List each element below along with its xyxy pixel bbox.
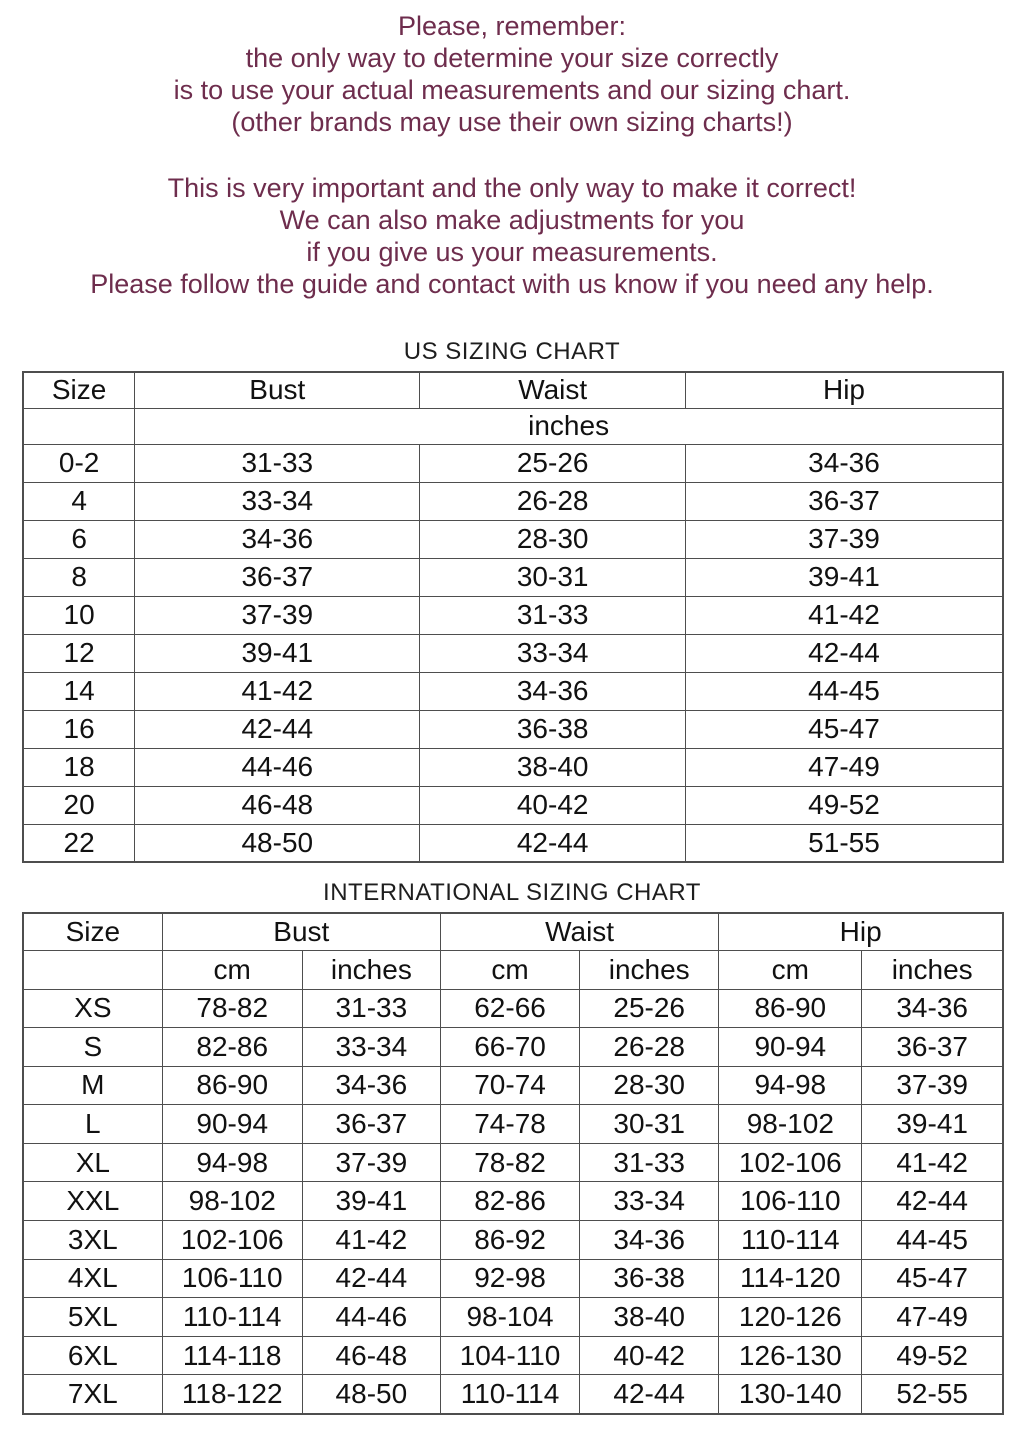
measurement-cell: 33-34 bbox=[135, 482, 420, 520]
column-header-size: Size bbox=[23, 913, 162, 950]
table-row bbox=[23, 672, 1003, 710]
measurement-cell: 36-38 bbox=[420, 710, 686, 748]
measurement-cell: 41-42 bbox=[862, 1143, 1003, 1182]
size-cell: L bbox=[23, 1105, 162, 1144]
unit-label: inches bbox=[135, 408, 1003, 444]
size-cell: XL bbox=[23, 1143, 162, 1182]
measurement-cell: 66-70 bbox=[440, 1028, 579, 1067]
international-header-row bbox=[23, 913, 1003, 950]
intro-line: This is very important and the only way to make it correct! bbox=[167, 173, 857, 203]
measurement-cell: 39-41 bbox=[862, 1105, 1003, 1144]
measurement-cell: 25-26 bbox=[580, 989, 719, 1028]
table-row bbox=[23, 1375, 1003, 1414]
measurement-cell: 44-46 bbox=[135, 748, 420, 786]
intro-text bbox=[0, 0, 1024, 300]
measurement-cell: 38-40 bbox=[580, 1298, 719, 1337]
measurement-cell: 26-28 bbox=[580, 1028, 719, 1067]
measurement-cell: 31-33 bbox=[302, 989, 440, 1028]
unit-label-cm: cm bbox=[719, 950, 862, 989]
measurement-cell: 126-130 bbox=[719, 1336, 862, 1375]
table-row bbox=[23, 1105, 1003, 1144]
measurement-cell: 130-140 bbox=[719, 1375, 862, 1414]
measurement-cell: 39-41 bbox=[302, 1182, 440, 1221]
measurement-cell: 110-114 bbox=[719, 1221, 862, 1260]
size-cell: 7XL bbox=[23, 1375, 162, 1414]
measurement-cell: 37-39 bbox=[135, 596, 420, 634]
measurement-cell: 62-66 bbox=[440, 989, 579, 1028]
table-row bbox=[23, 634, 1003, 672]
table-row bbox=[23, 989, 1003, 1028]
column-header-bust: Bust bbox=[162, 913, 440, 950]
measurement-cell: 51-55 bbox=[685, 824, 1003, 862]
measurement-cell: 74-78 bbox=[440, 1105, 579, 1144]
measurement-cell: 49-52 bbox=[685, 786, 1003, 824]
column-header-size: Size bbox=[23, 372, 135, 408]
measurement-cell: 39-41 bbox=[135, 634, 420, 672]
measurement-cell: 42-44 bbox=[580, 1375, 719, 1414]
measurement-cell: 106-110 bbox=[162, 1259, 302, 1298]
column-header-bust: Bust bbox=[135, 372, 420, 408]
measurement-cell: 40-42 bbox=[580, 1336, 719, 1375]
measurement-cell: 49-52 bbox=[862, 1336, 1003, 1375]
intro-paragraph-2 bbox=[0, 172, 1024, 300]
measurement-cell: 42-44 bbox=[135, 710, 420, 748]
size-cell: 3XL bbox=[23, 1221, 162, 1260]
us-chart-title: US SIZING CHART bbox=[403, 338, 621, 365]
table-row bbox=[23, 444, 1003, 482]
measurement-cell: 34-36 bbox=[135, 520, 420, 558]
measurement-cell: 40-42 bbox=[420, 786, 686, 824]
measurement-cell: 34-36 bbox=[685, 444, 1003, 482]
table-row bbox=[23, 1259, 1003, 1298]
measurement-cell: 36-37 bbox=[862, 1028, 1003, 1067]
table-row bbox=[23, 824, 1003, 862]
table-row bbox=[23, 748, 1003, 786]
measurement-cell: 114-120 bbox=[719, 1259, 862, 1298]
measurement-cell: 82-86 bbox=[162, 1028, 302, 1067]
measurement-cell: 42-44 bbox=[685, 634, 1003, 672]
size-cell: 8 bbox=[23, 558, 135, 596]
measurement-cell: 98-102 bbox=[719, 1105, 862, 1144]
intro-line: is to use your actual measurements and our sizing chart. bbox=[173, 75, 851, 105]
international-sizing-table bbox=[22, 912, 1004, 1415]
table-row bbox=[23, 1182, 1003, 1221]
us-header-row bbox=[23, 372, 1003, 408]
measurement-cell: 70-74 bbox=[440, 1066, 579, 1105]
measurement-cell: 31-33 bbox=[420, 596, 686, 634]
measurement-cell: 44-46 bbox=[302, 1298, 440, 1337]
measurement-cell: 48-50 bbox=[302, 1375, 440, 1414]
size-cell: 10 bbox=[23, 596, 135, 634]
table-row bbox=[23, 1028, 1003, 1067]
measurement-cell: 28-30 bbox=[420, 520, 686, 558]
table-row bbox=[23, 710, 1003, 748]
column-header-hip: Hip bbox=[685, 372, 1003, 408]
measurement-cell: 33-34 bbox=[302, 1028, 440, 1067]
measurement-cell: 37-39 bbox=[685, 520, 1003, 558]
intro-line: (other brands may use their own sizing charts!) bbox=[231, 107, 793, 137]
measurement-cell: 102-106 bbox=[719, 1143, 862, 1182]
measurement-cell: 33-34 bbox=[420, 634, 686, 672]
measurement-cell: 34-36 bbox=[302, 1066, 440, 1105]
measurement-cell: 120-126 bbox=[719, 1298, 862, 1337]
size-cell: XXL bbox=[23, 1182, 162, 1221]
measurement-cell: 78-82 bbox=[162, 989, 302, 1028]
table-row bbox=[23, 1336, 1003, 1375]
measurement-cell: 104-110 bbox=[440, 1336, 579, 1375]
measurement-cell: 45-47 bbox=[862, 1259, 1003, 1298]
unit-label-cm: cm bbox=[440, 950, 579, 989]
table-row bbox=[23, 558, 1003, 596]
measurement-cell: 90-94 bbox=[162, 1105, 302, 1144]
measurement-cell: 36-37 bbox=[135, 558, 420, 596]
size-cell: 6 bbox=[23, 520, 135, 558]
size-cell: 20 bbox=[23, 786, 135, 824]
column-header-waist: Waist bbox=[420, 372, 686, 408]
measurement-cell: 38-40 bbox=[420, 748, 686, 786]
measurement-cell: 42-44 bbox=[420, 824, 686, 862]
international-chart-title: INTERNATIONAL SIZING CHART bbox=[323, 879, 701, 906]
measurement-cell: 39-41 bbox=[685, 558, 1003, 596]
unit-label-inches: inches bbox=[862, 950, 1003, 989]
unit-label-inches: inches bbox=[580, 950, 719, 989]
size-cell: 0-2 bbox=[23, 444, 135, 482]
measurement-cell: 34-36 bbox=[420, 672, 686, 710]
measurement-cell: 82-86 bbox=[440, 1182, 579, 1221]
measurement-cell: 86-90 bbox=[719, 989, 862, 1028]
empty-cell bbox=[23, 408, 135, 444]
table-row bbox=[23, 1298, 1003, 1337]
us-unit-row bbox=[23, 408, 1003, 444]
table-row bbox=[23, 520, 1003, 558]
measurement-cell: 41-42 bbox=[135, 672, 420, 710]
measurement-cell: 48-50 bbox=[135, 824, 420, 862]
measurement-cell: 78-82 bbox=[440, 1143, 579, 1182]
measurement-cell: 26-28 bbox=[420, 482, 686, 520]
size-cell: 18 bbox=[23, 748, 135, 786]
size-cell: 16 bbox=[23, 710, 135, 748]
measurement-cell: 30-31 bbox=[420, 558, 686, 596]
measurement-cell: 37-39 bbox=[302, 1143, 440, 1182]
measurement-cell: 110-114 bbox=[440, 1375, 579, 1414]
table-row bbox=[23, 1221, 1003, 1260]
intro-line: if you give us your measurements. bbox=[306, 237, 718, 267]
measurement-cell: 46-48 bbox=[302, 1336, 440, 1375]
measurement-cell: 45-47 bbox=[685, 710, 1003, 748]
measurement-cell: 90-94 bbox=[719, 1028, 862, 1067]
intro-line: the only way to determine your size correctly bbox=[245, 43, 779, 73]
measurement-cell: 28-30 bbox=[580, 1066, 719, 1105]
measurement-cell: 86-92 bbox=[440, 1221, 579, 1260]
size-cell: 6XL bbox=[23, 1336, 162, 1375]
table-row bbox=[23, 482, 1003, 520]
table-row bbox=[23, 1066, 1003, 1105]
measurement-cell: 30-31 bbox=[580, 1105, 719, 1144]
measurement-cell: 47-49 bbox=[685, 748, 1003, 786]
measurement-cell: 110-114 bbox=[162, 1298, 302, 1337]
measurement-cell: 34-36 bbox=[580, 1221, 719, 1260]
measurement-cell: 52-55 bbox=[862, 1375, 1003, 1414]
international-unit-row bbox=[23, 950, 1003, 989]
measurement-cell: 34-36 bbox=[862, 989, 1003, 1028]
measurement-cell: 37-39 bbox=[862, 1066, 1003, 1105]
us-sizing-table bbox=[22, 371, 1004, 863]
table-row bbox=[23, 786, 1003, 824]
column-header-hip: Hip bbox=[719, 913, 1003, 950]
measurement-cell: 94-98 bbox=[162, 1143, 302, 1182]
table-row bbox=[23, 596, 1003, 634]
unit-label-inches: inches bbox=[302, 950, 440, 989]
measurement-cell: 92-98 bbox=[440, 1259, 579, 1298]
measurement-cell: 25-26 bbox=[420, 444, 686, 482]
size-cell: 12 bbox=[23, 634, 135, 672]
measurement-cell: 33-34 bbox=[580, 1182, 719, 1221]
measurement-cell: 46-48 bbox=[135, 786, 420, 824]
measurement-cell: 36-37 bbox=[302, 1105, 440, 1144]
measurement-cell: 102-106 bbox=[162, 1221, 302, 1260]
intro-paragraph-1 bbox=[0, 10, 1024, 138]
measurement-cell: 47-49 bbox=[862, 1298, 1003, 1337]
measurement-cell: 42-44 bbox=[862, 1182, 1003, 1221]
table-row bbox=[23, 1143, 1003, 1182]
measurement-cell: 44-45 bbox=[862, 1221, 1003, 1260]
size-cell: M bbox=[23, 1066, 162, 1105]
column-header-waist: Waist bbox=[440, 913, 718, 950]
measurement-cell: 42-44 bbox=[302, 1259, 440, 1298]
measurement-cell: 36-37 bbox=[685, 482, 1003, 520]
measurement-cell: 41-42 bbox=[685, 596, 1003, 634]
measurement-cell: 98-102 bbox=[162, 1182, 302, 1221]
measurement-cell: 114-118 bbox=[162, 1336, 302, 1375]
measurement-cell: 36-38 bbox=[580, 1259, 719, 1298]
unit-label-cm: cm bbox=[162, 950, 302, 989]
measurement-cell: 31-33 bbox=[580, 1143, 719, 1182]
empty-cell bbox=[23, 950, 162, 989]
size-cell: 4XL bbox=[23, 1259, 162, 1298]
measurement-cell: 106-110 bbox=[719, 1182, 862, 1221]
measurement-cell: 94-98 bbox=[719, 1066, 862, 1105]
measurement-cell: 41-42 bbox=[302, 1221, 440, 1260]
intro-line: Please follow the guide and contact with us know if you need any help. bbox=[90, 269, 934, 299]
size-cell: 22 bbox=[23, 824, 135, 862]
measurement-cell: 86-90 bbox=[162, 1066, 302, 1105]
measurement-cell: 118-122 bbox=[162, 1375, 302, 1414]
measurement-cell: 98-104 bbox=[440, 1298, 579, 1337]
size-cell: XS bbox=[23, 989, 162, 1028]
size-cell: S bbox=[23, 1028, 162, 1067]
size-cell: 14 bbox=[23, 672, 135, 710]
size-cell: 4 bbox=[23, 482, 135, 520]
size-cell: 5XL bbox=[23, 1298, 162, 1337]
intro-line: Please, remember: bbox=[397, 11, 627, 41]
intro-line: We can also make adjustments for you bbox=[279, 205, 745, 235]
measurement-cell: 44-45 bbox=[685, 672, 1003, 710]
measurement-cell: 31-33 bbox=[135, 444, 420, 482]
